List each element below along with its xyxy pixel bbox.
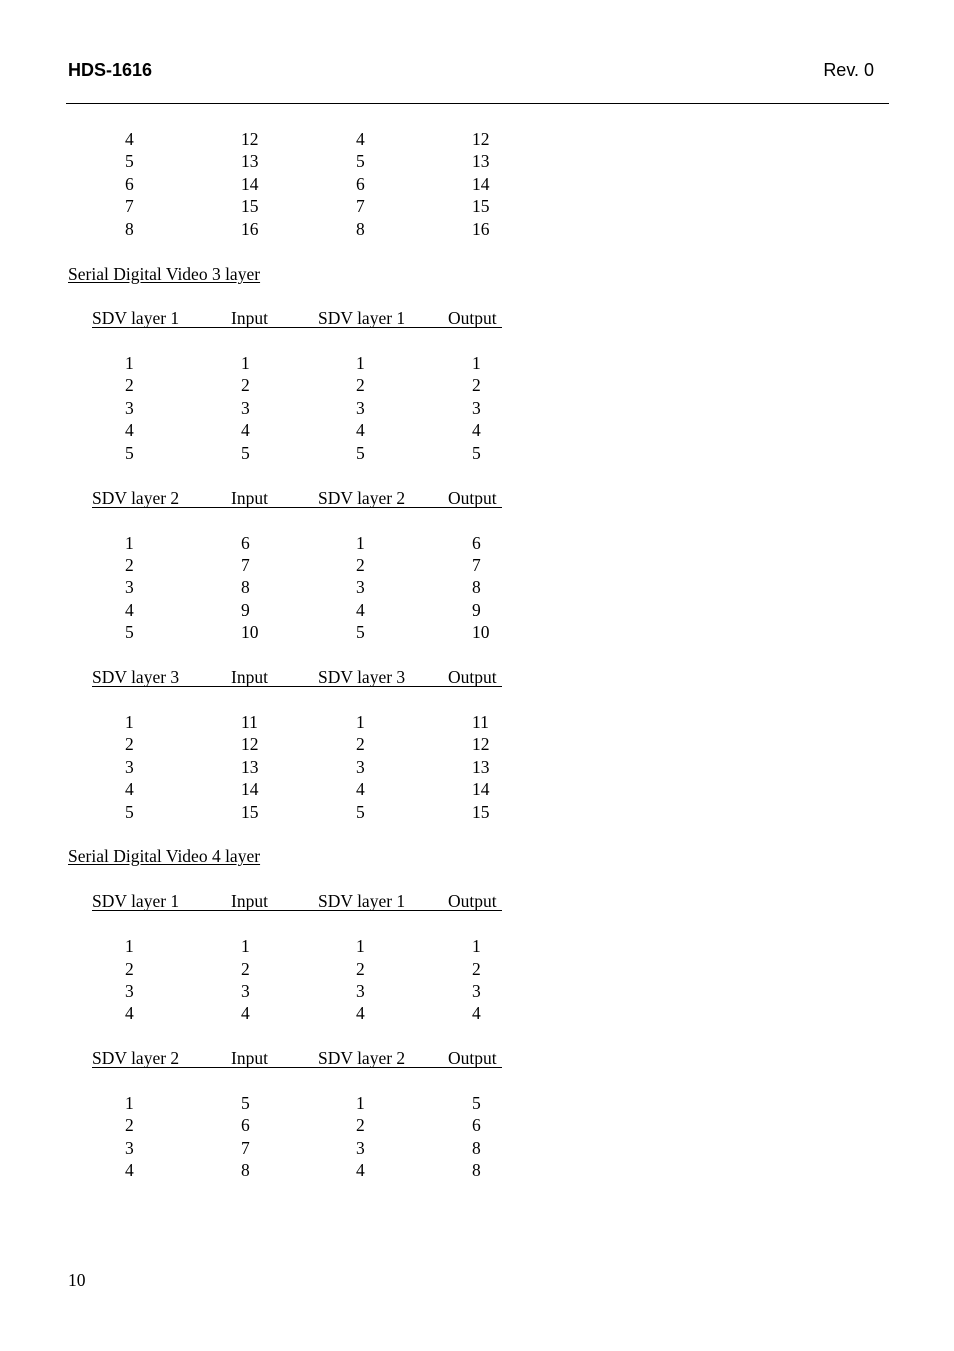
- table-header: SDV layer 2 Input SDV layer 2 Output: [92, 487, 502, 508]
- document-title: HDS-1616: [68, 60, 153, 80]
- table-header: SDV layer 1 Input SDV layer 1 Output: [92, 307, 502, 328]
- section-title-sdv-4-layer: Serial Digital Video 4 layer: [68, 846, 261, 866]
- header-rule: [66, 103, 889, 104]
- page-number: 10: [68, 1270, 86, 1290]
- table-header: SDV layer 2 Input SDV layer 2 Output: [92, 1047, 502, 1068]
- table-header: SDV layer 3 Input SDV layer 3 Output: [92, 666, 502, 687]
- section-title-sdv-3-layer: Serial Digital Video 3 layer: [68, 264, 261, 284]
- table-header: SDV layer 1 Input SDV layer 1 Output: [92, 890, 502, 911]
- revision-label: Rev. 0: [823, 60, 874, 80]
